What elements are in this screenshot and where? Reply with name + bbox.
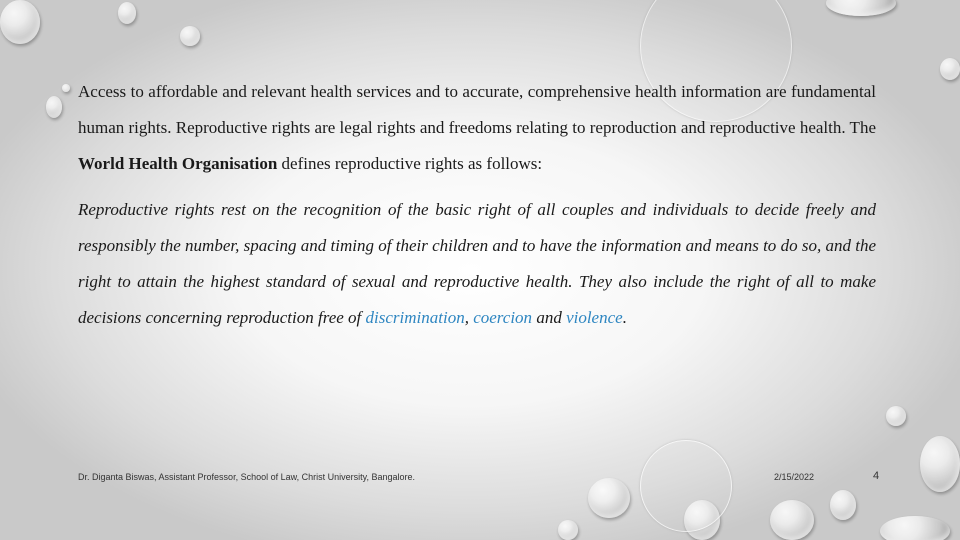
water-drop-icon	[940, 58, 960, 80]
water-drop-icon	[770, 500, 814, 540]
quote-text: Reproductive rights rest on the recognition of the basic right of all couples and individuals to decide freely and responsibly the number, spacing and timing of their children and to have the information and means to do so, and the right to attain the highest standard of sexual and reproductive health. They also include the right of all to make decisions concerning reproduction free of	[78, 200, 876, 327]
water-drop-icon	[558, 520, 578, 540]
water-drop-icon	[180, 26, 200, 46]
water-drop-icon	[46, 96, 62, 118]
intro-text-end: defines reproductive rights as follows:	[277, 154, 543, 173]
water-drop-icon	[588, 478, 630, 518]
definition-quote	[78, 192, 876, 336]
discrimination-link[interactable]: discrimination	[365, 308, 465, 327]
water-drop-icon	[62, 84, 70, 92]
separator: ,	[464, 308, 474, 327]
water-drop-icon	[920, 436, 960, 492]
footer-author: Dr. Diganta Biswas, Assistant Professor, School of Law, Christ University, Bangalore.	[78, 472, 415, 482]
body-text	[78, 74, 876, 336]
violence-link[interactable]: violence	[566, 308, 623, 327]
page-number: 4	[873, 470, 880, 482]
ring-decoration	[640, 440, 732, 532]
coercion-link[interactable]: coercion	[473, 308, 533, 327]
footer-date: 2/15/2022	[774, 472, 815, 482]
intro-paragraph	[78, 74, 876, 182]
water-drop-icon	[826, 0, 896, 16]
organisation-name: World Health Organisation	[78, 154, 278, 173]
water-drop-icon	[118, 2, 136, 24]
water-drop-icon	[830, 490, 856, 520]
water-drop-icon	[0, 0, 40, 44]
water-drop-icon	[880, 516, 950, 540]
separator: and	[532, 308, 567, 327]
water-drop-icon	[886, 406, 906, 426]
intro-text: Access to affordable and relevant health services and to accurate, comprehensive health information are fundamental human rights. Reproductive rights are legal rights and freedoms relating to reproduction and reproductive health. The	[78, 82, 876, 137]
quote-end: .	[622, 308, 627, 327]
